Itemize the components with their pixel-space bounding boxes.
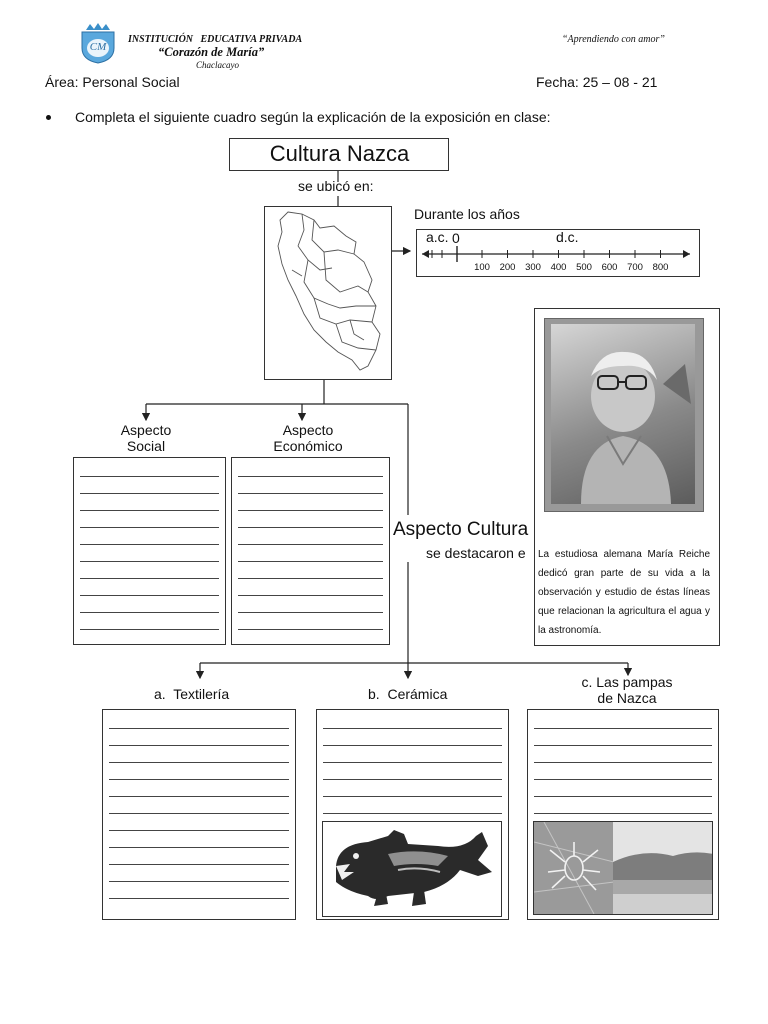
economic-writing-lines xyxy=(238,476,383,630)
social-writing-lines xyxy=(80,476,219,630)
timeline-tick-label: 500 xyxy=(576,262,592,273)
timeline-tick-label: 400 xyxy=(550,262,567,273)
reiche-photo xyxy=(551,324,695,504)
pampas-label-line2: de Nazca xyxy=(597,690,657,706)
ceramic-label: b. Cerámica xyxy=(368,686,448,702)
textile-writing-lines xyxy=(109,728,289,899)
peru-map-image xyxy=(268,210,386,374)
located-label: se ubicó en: xyxy=(298,178,374,194)
timeline-arrow-left xyxy=(422,250,429,258)
years-label: Durante los años xyxy=(414,206,520,222)
economic-label xyxy=(252,422,364,454)
institution-name: INSTITUCIÓN EDUCATIVA PRIVADA xyxy=(128,34,303,45)
school-motto: “Aprendiendo con amor” xyxy=(562,34,665,45)
economic-label-line2: Económico xyxy=(273,438,343,454)
timeline-tick-label: 100 xyxy=(474,262,490,273)
timeline-tick-label: 600 xyxy=(601,262,618,273)
ceramic-writing-lines xyxy=(323,728,502,814)
school-name: “Corazón de María” xyxy=(158,45,265,59)
diagram-title: Cultura Nazca xyxy=(269,141,410,166)
school-location: Chaclacayo xyxy=(196,60,239,70)
instruction-text: Completa el siguiente cuadro según la explicación de la exposición en clase: xyxy=(75,109,551,125)
economic-box xyxy=(231,457,390,645)
textile-box xyxy=(102,709,296,920)
timeline-tick-label: 300 xyxy=(525,262,541,273)
economic-label-line1: Aspecto xyxy=(282,422,334,438)
area-field: Área: Personal Social xyxy=(45,74,180,90)
nazca-lines-aerial-image xyxy=(534,822,614,914)
timeline-dc-label: d.c. xyxy=(556,229,579,245)
cultural-subtitle: se destacaron e xyxy=(426,545,526,561)
pampas-label-line1: c. Las pampas xyxy=(581,674,673,690)
timeline-tick-label: 800 xyxy=(652,262,669,273)
social-box xyxy=(73,457,226,645)
cultural-label: Aspecto Cultura xyxy=(393,519,529,540)
textile-label: a. Textilería xyxy=(154,686,230,702)
timeline-tick-label: 700 xyxy=(627,262,643,273)
date-field: Fecha: 25 – 08 - 21 xyxy=(536,74,658,90)
reiche-caption: La estudiosa alemana María Reiche dedicó gran parte de su vida a la observación y estudio de éstas líneas que relacionan la agricultura el agua y la astronomía. xyxy=(538,549,710,636)
social-label-line2: Social xyxy=(126,438,166,454)
logo-monogram: CM xyxy=(89,41,107,53)
social-label xyxy=(96,422,196,454)
pampas-image-frame xyxy=(533,821,713,915)
timeline-zero-label: 0 xyxy=(452,230,460,246)
social-label-line1: Aspecto xyxy=(120,422,172,438)
ceramic-orca-image xyxy=(328,826,498,912)
pampas-label xyxy=(556,674,698,706)
pampas-landscape-image xyxy=(613,822,713,914)
pampas-writing-lines xyxy=(534,728,712,814)
timeline-tick-label: 200 xyxy=(499,262,516,273)
timeline-ac-label: a.c. xyxy=(426,229,449,245)
timeline-arrow-right xyxy=(683,250,690,258)
